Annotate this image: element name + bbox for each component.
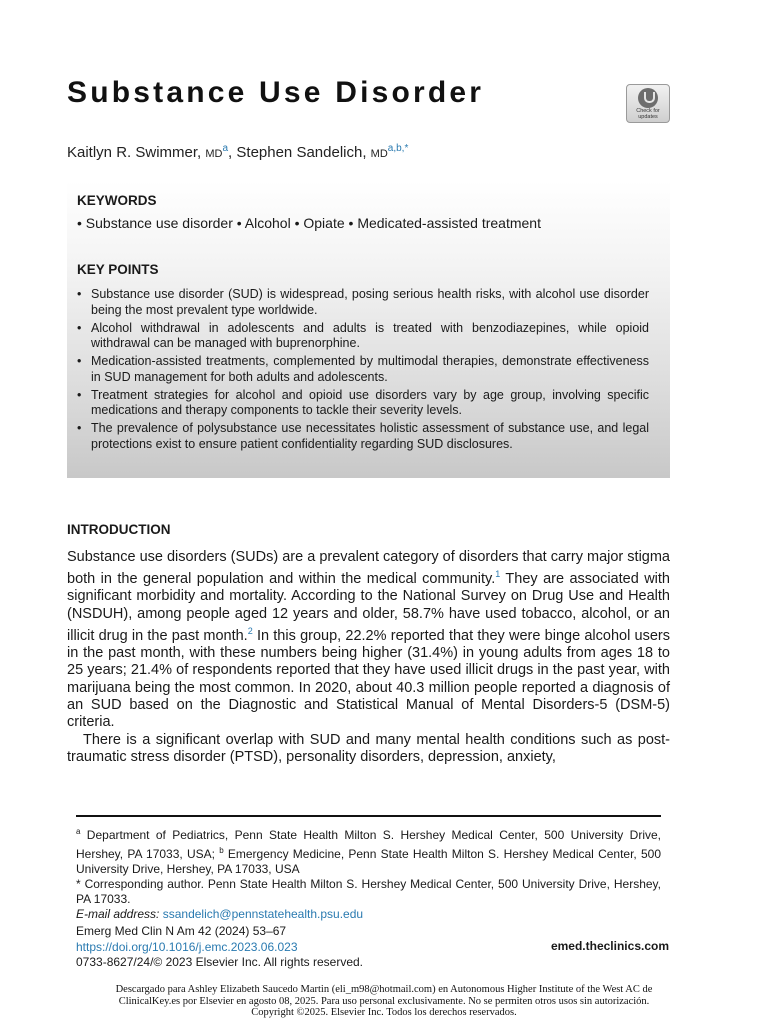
author-degree: MD [205,148,223,160]
author-name: Kaitlyn R. Swimmer, [67,144,206,161]
paragraph: There is a significant overlap with SUD and many mental health conditions such as post-traumatic stress disorder (PTSD), personality disorders, depression, anxiety, [67,731,670,765]
key-point-item: • The prevalence of polysubstance use necessitates holistic assessment of substance use, and legal protections exist to ensure patient confidentiality regarding SUD disclosures. [77,421,649,452]
author-line [67,143,408,161]
journal-citation: Emerg Med Clin N Am 42 (2024) 53–67 [76,924,287,938]
key-points-heading: KEY POINTS [77,262,159,277]
section-heading-introduction: INTRODUCTION [67,522,171,537]
author-degree: MD [370,148,388,160]
affiliations: $^a$ Department of Pediatrics, Penn State Health Milton S. Hershey Medical Center, 500 University Drive, Hershey, PA 17033, USA; $^b$ Emergency Medicine, Penn State Health Milton S. Hershey Medical Center, 500 University Drive, Hershey, PA 17033, USA [76,827,661,876]
article-title: Substance Use Disorder [67,76,485,109]
citation-block [76,924,363,971]
affiliation-marker[interactable]: a,b,* [387,143,409,154]
key-points-list [77,287,649,455]
footnotes [76,824,661,922]
affiliation-marker[interactable]: a [222,143,229,154]
footnote-divider [76,815,661,817]
keywords-list: • Substance use disorder • Alcohol • Opiate • Medicated-assisted treatment [77,215,541,231]
keywords-keypoints-panel [67,181,670,478]
email-line [76,907,661,922]
email-link[interactable]: ssandelich@pennstatehealth.psu.edu [162,907,364,921]
journal-site-link[interactable]: emed.theclinics.com [550,939,669,953]
keywords-heading: KEYWORDS [77,193,157,208]
corresponding-author: * Corresponding author. Penn State Health Milton S. Hershey Medical Center, 500 University Drive, Hershey, PA 17033. [76,877,661,906]
author-separator: , [228,144,237,161]
check-for-updates-badge[interactable] [626,84,670,123]
copyright-line: 0733-8627/24/© 2023 Elsevier Inc. All rights reserved. [76,955,364,969]
key-point-item: • Alcohol withdrawal in adolescents and adults is treated with benzodiazepines, while opioid withdrawal can be managed with buprenorphine. [77,321,649,352]
doi-link[interactable]: https://doi.org/10.1016/j.emc.2023.06.023 [76,939,298,954]
paragraph: Substance use disorders (SUDs) are a prevalent category of disorders that carry major stigma both in the general population and within the medical community.$^1$ They are associated with significant morbidity and mortality. According to the National Survey on Drug Use and Health (NSDUH), among people aged 12 years and older, 58.7% have used tobacco, alcohol, or an illicit drug in the past month.$^2$ In this group, 22.2% reported that they were binge alcohol users in the past month, with these numbers being higher (31.4%) in young adults from ages 18 to 25 years; 21.4% of respondents reported that they have used illicit drugs in the past year, with marijuana being the most common. In 2020, about 40.3 million people reported a diagnosis of an SUD based on the Diagnostic and Statistical Manual of Mental Disorders-5 (DSM-5) criteria. [67,549,670,731]
download-notice: Descargado para Ashley Elizabeth Saucedo Martin (eli_m98@hotmail.com) en Autonomous Higher Institute of the West AC de ClinicalKey.es por Elsevier en agosto 08, 2025. Para uso personal exclusivamente. No se permiten otros usos sin autorización. Copyright ©2025. Elsevier Inc. Todos los derechos reservados. [115,984,653,1018]
key-point-item: • Medication-assisted treatments, complemented by multimodal therapies, demonstrate effectiveness in SUD management for both adults and adolescents. [77,354,649,385]
author-name: Stephen Sandelich, [236,144,371,161]
key-point-item: • Substance use disorder (SUD) is widespread, posing serious health risks, with alcohol use disorder being the most prevalent type worldwide. [77,287,649,318]
email-label: E-mail address: [76,907,160,921]
update-check-icon [638,88,658,108]
key-point-item: • Treatment strategies for alcohol and opioid use disorders vary by age group, involving specific medications and therapy components to tackle their severity levels. [77,388,649,419]
reference-link[interactable]: 2 [247,626,253,637]
reference-link[interactable]: 1 [495,569,501,580]
badge-label: Check for updates [636,108,660,120]
introduction-body [67,549,670,766]
